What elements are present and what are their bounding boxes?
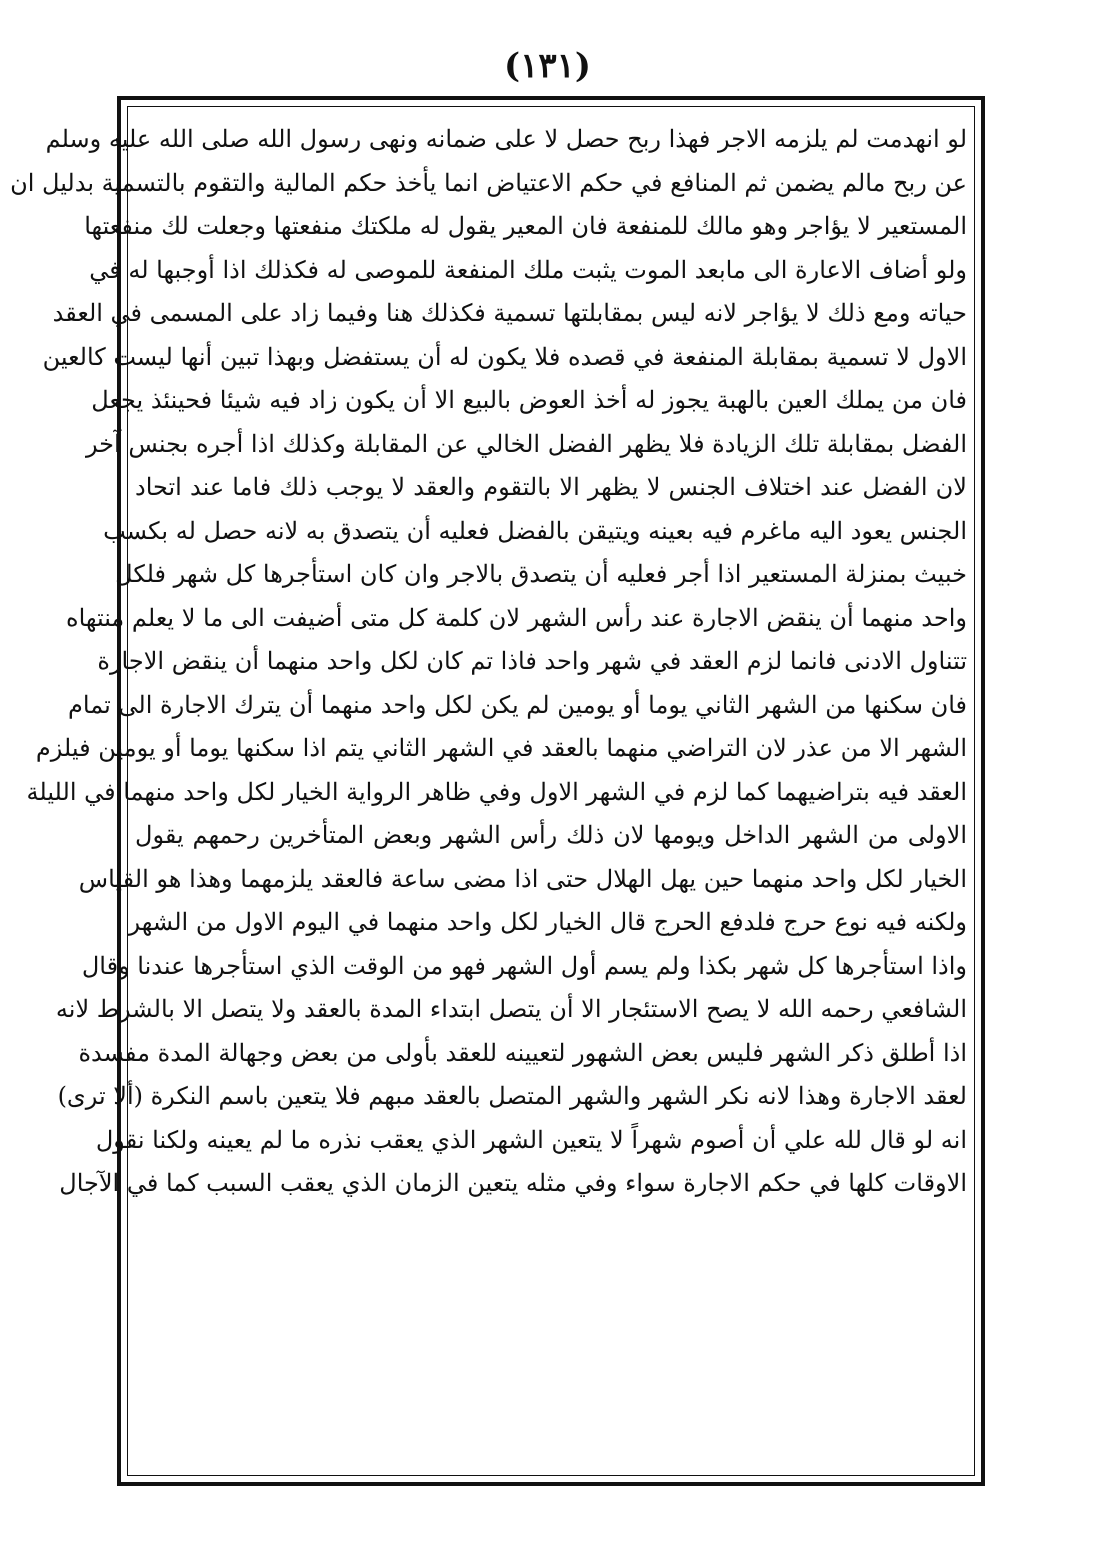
text-line: الاولى من الشهر الداخل ويومها لان ذلك رأس الشهر وبعض المتأخرين رحمهم يقول — [135, 821, 967, 849]
text-line: لو انهدمت لم يلزمه الاجر فهذا ربح حصل لا على ضمانه ونهى رسول الله صلى الله عليه وسلم — [45, 125, 967, 153]
body-text — [10, 118, 967, 1468]
text-line: الاول لا تسمية بمقابلة المنفعة في قصده فلا يكون له أن يستفضل وبهذا تبين أنها ليست كالعين — [42, 342, 967, 371]
text-line: واذا استأجرها كل شهر بكذا ولم يسم أول الشهر فهو من الوقت الذي استأجرها عندنا وقال — [81, 951, 967, 980]
text-line: ولكنه فيه نوع حرج فلدفع الحرج قال الخيار لكل واحد منهما في اليوم الاول من الشهر — [128, 908, 967, 936]
text-line: لعقد الاجارة وهذا لانه نكر الشهر والشهر المتصل بالعقد مبهم فلا يتعين باسم النكرة (ألا ترى) — [57, 1082, 967, 1110]
text-line: الخيار لكل واحد منهما حين يهل الهلال حتى اذا مضى ساعة فالعقد يلزمهما وهذا هو القياس — [78, 864, 967, 893]
text-line: واحد منهما أن ينقض الاجارة عند رأس الشهر لان كلمة كل متى أضيفت الى ما لا يعلم منتهاه — [66, 603, 967, 632]
text-line: الاوقات كلها في حكم الاجارة سواء وفي مثله يتعين الزمان الذي يعقب السبب كما في الآجال — [59, 1169, 967, 1197]
text-line: الشهر الا من عذر لان التراضي منهما بالعقد في الشهر الثاني يتم اذا سكنها يوما أو يومين فيلزم — [35, 734, 967, 762]
page-number: (١٣١) — [504, 46, 591, 86]
text-line: ولو أضاف الاعارة الى مابعد الموت يثبت ملك المنفعة للموصى له فكذلك اذا أوجبها له في — [89, 255, 967, 284]
text-line: لان الفضل عند اختلاف الجنس لا يظهر الا بالتقوم والعقد لا يوجب ذلك فاما عند اتحاد — [135, 473, 967, 501]
text-line: العقد فيه بتراضيهما كما لزم في الشهر الاول وفي ظاهر الرواية الخيار لكل واحد منهما في الليلة — [26, 777, 967, 806]
text-line: انه لو قال لله علي أن أصوم شهراً لا يتعين الشهر الذي يعقب نذره ما لم يعينه ولكنا نقول — [95, 1125, 967, 1154]
text-line: الجنس يعود اليه ماغرم فيه بعينه ويتيقن بالفضل فعليه أن يتصدق به لانه حصل له بكسب — [103, 516, 967, 545]
text-line: فان من يملك العين بالهبة يجوز له أخذ العوض بالبيع الا أن يكون زاد فيه شيئا فحينئذ يجعل — [91, 386, 967, 414]
text-line: اذا أطلق ذكر الشهر فليس بعض الشهور لتعيينه للعقد بأولى من بعض وجهالة المدة مفسدة — [78, 1038, 967, 1067]
text-line: الفضل بمقابلة تلك الزيادة فلا يظهر الفضل الخالي عن المقابلة وكذلك اذا أجره بجنس آخر — [85, 429, 967, 458]
text-line: حياته ومع ذلك لا يؤاجر لانه ليس بمقابلتها تسمية فكذلك هنا وفيما زاد على المسمى في العقد — [52, 299, 967, 327]
text-line: تتناول الادنى فانما لزم العقد في شهر واحد فاذا تم كان لكل واحد منهما أن ينقض الاجارة — [97, 647, 967, 675]
text-line: فان سكنها من الشهر الثاني يوما أو يومين لم يكن لكل واحد منهما أن يترك الاجارة الى تمام — [68, 690, 967, 719]
text-line: عن ربح مالم يضمن ثم المنافع في حكم الاعتياض انما يأخذ حكم المالية والتقوم بالتسمية بدليل ان — [10, 168, 967, 197]
text-line: الشافعي رحمه الله لا يصح الاستئجار الا أن يتصل ابتداء المدة بالعقد ولا يتصل الا بالشرط لانه — [55, 995, 967, 1023]
text-line: المستعير لا يؤاجر وهو مالك للمنفعة فان المعير يقول له ملكتك منفعتها وجعلت لك منفعتها — [84, 212, 967, 240]
text-line: خبيث بمنزلة المستعير اذا أجر فعليه أن يتصدق بالاجر وان كان استأجرها كل شهر فلكل — [115, 560, 967, 588]
